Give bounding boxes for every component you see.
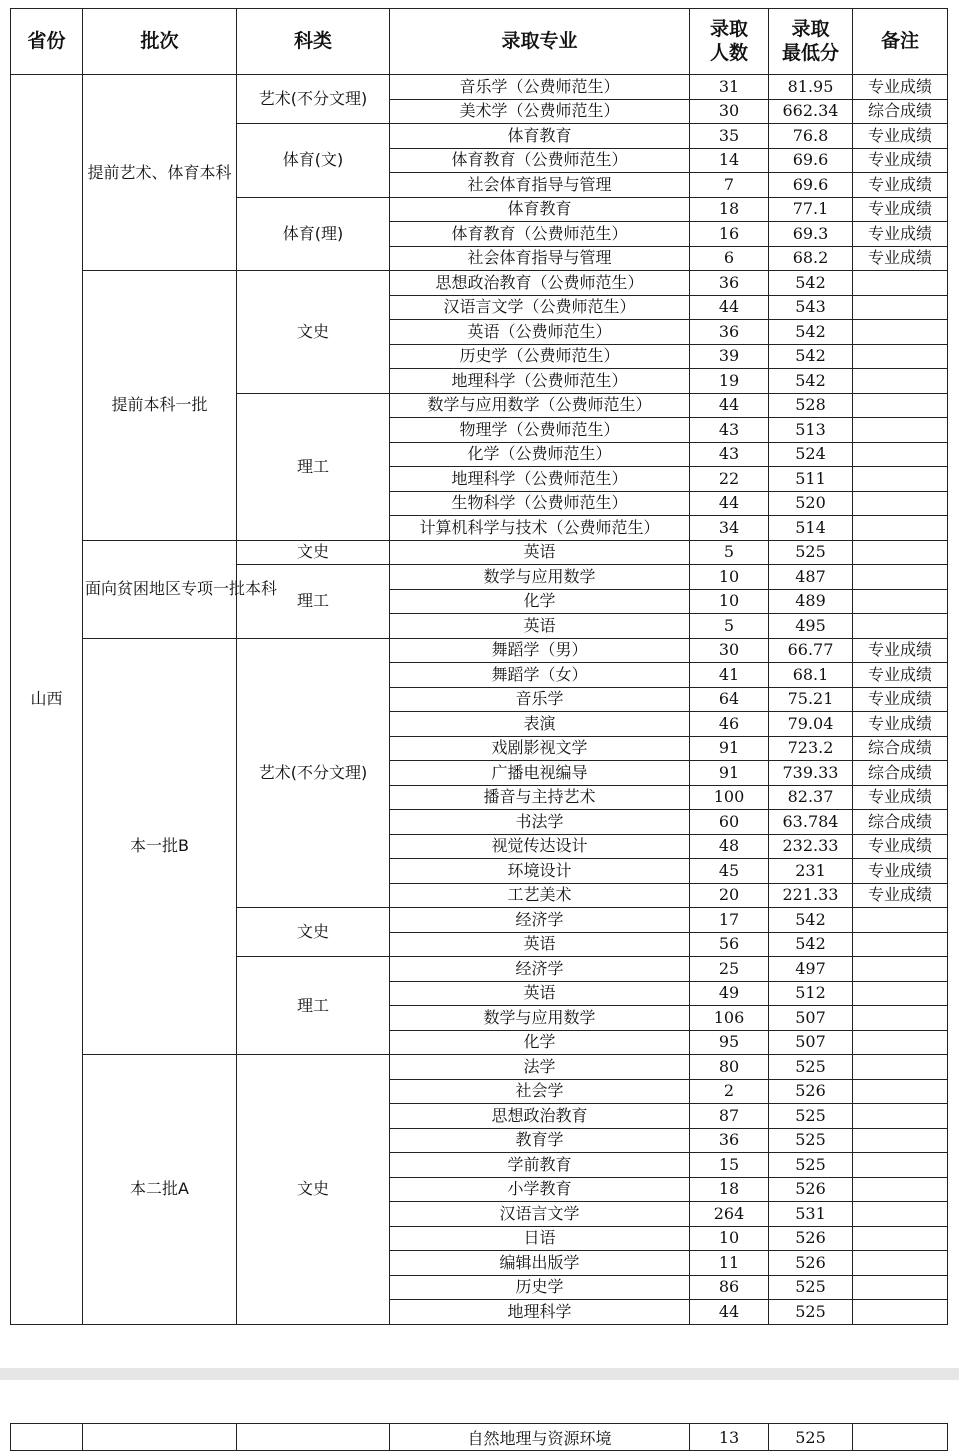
score-cell: 79.04 [769, 712, 853, 737]
major-cell: 化学 [390, 589, 690, 614]
major-cell: 经济学 [390, 908, 690, 933]
admission-table-continued [10, 1423, 948, 1451]
header-min-score: 录取 最低分 [769, 9, 853, 75]
note-cell: 专业成绩 [853, 246, 948, 271]
count-cell: 264 [690, 1202, 769, 1227]
count-cell: 44 [690, 295, 769, 320]
count-cell: 36 [690, 320, 769, 345]
score-cell: 525 [769, 1104, 853, 1129]
note-cell [853, 1079, 948, 1104]
count-cell: 30 [690, 99, 769, 124]
count-cell: 48 [690, 834, 769, 859]
count-cell: 5 [690, 614, 769, 639]
score-cell: 507 [769, 1030, 853, 1055]
category-cell: 理工 [237, 565, 390, 639]
note-cell [853, 1275, 948, 1300]
province-cell [11, 1424, 83, 1451]
count-cell: 43 [690, 418, 769, 443]
count-cell: 80 [690, 1055, 769, 1080]
major-cell: 教育学 [390, 1128, 690, 1153]
category-cell: 体育(文) [237, 124, 390, 198]
count-cell: 34 [690, 516, 769, 541]
page-separator [0, 1368, 959, 1380]
note-cell [853, 1300, 948, 1325]
note-cell [853, 418, 948, 443]
note-cell [853, 516, 948, 541]
score-cell: 232.33 [769, 834, 853, 859]
score-cell: 69.3 [769, 222, 853, 247]
score-cell: 66.77 [769, 638, 853, 663]
note-cell [853, 589, 948, 614]
note-cell [853, 1104, 948, 1129]
score-cell: 531 [769, 1202, 853, 1227]
count-cell: 86 [690, 1275, 769, 1300]
count-cell: 5 [690, 540, 769, 565]
count-cell: 60 [690, 810, 769, 835]
major-cell: 英语（公费师范生） [390, 320, 690, 345]
count-cell: 91 [690, 736, 769, 761]
batch-cell: 本一批B [83, 638, 237, 1055]
category-cell: 文史 [237, 271, 390, 394]
note-cell: 综合成绩 [853, 99, 948, 124]
major-cell: 社会体育指导与管理 [390, 246, 690, 271]
score-cell: 69.6 [769, 173, 853, 198]
note-cell: 专业成绩 [853, 687, 948, 712]
count-cell: 106 [690, 1006, 769, 1031]
score-cell: 81.95 [769, 75, 853, 100]
count-cell: 10 [690, 565, 769, 590]
category-cell: 理工 [237, 393, 390, 540]
header-count: 录取 人数 [690, 9, 769, 75]
score-cell: 511 [769, 467, 853, 492]
count-cell: 15 [690, 1153, 769, 1178]
score-cell: 513 [769, 418, 853, 443]
major-cell: 汉语言文学（公费师范生） [390, 295, 690, 320]
note-cell [853, 981, 948, 1006]
note-cell: 专业成绩 [853, 222, 948, 247]
score-cell: 82.37 [769, 785, 853, 810]
table-row [11, 1055, 948, 1080]
count-cell: 10 [690, 589, 769, 614]
score-cell: 231 [769, 859, 853, 884]
score-cell: 63.784 [769, 810, 853, 835]
note-cell [853, 369, 948, 394]
major-cell: 汉语言文学 [390, 1202, 690, 1227]
note-cell: 专业成绩 [853, 785, 948, 810]
count-cell: 7 [690, 173, 769, 198]
score-cell: 525 [769, 1153, 853, 1178]
score-cell: 542 [769, 908, 853, 933]
score-cell: 739.33 [769, 761, 853, 786]
note-cell [853, 295, 948, 320]
note-cell [853, 1177, 948, 1202]
batch-cell: 提前本科一批 [83, 271, 237, 541]
count-cell: 2 [690, 1079, 769, 1104]
header-category: 科类 [237, 9, 390, 75]
count-cell: 41 [690, 663, 769, 688]
count-cell: 43 [690, 442, 769, 467]
count-cell: 44 [690, 393, 769, 418]
major-cell: 历史学（公费师范生） [390, 344, 690, 369]
note-cell [853, 565, 948, 590]
batch-cell: 面向贫困地区专项一批本科 [83, 540, 237, 638]
major-cell: 经济学 [390, 957, 690, 982]
major-cell: 思想政治教育 [390, 1104, 690, 1129]
count-cell: 19 [690, 369, 769, 394]
batch-cell: 提前艺术、体育本科 [83, 75, 237, 271]
count-cell: 44 [690, 1300, 769, 1325]
count-cell: 6 [690, 246, 769, 271]
major-cell: 法学 [390, 1055, 690, 1080]
header-batch: 批次 [83, 9, 237, 75]
header-note: 备注 [853, 9, 948, 75]
score-cell: 525 [769, 1300, 853, 1325]
major-cell: 生物科学（公费师范生） [390, 491, 690, 516]
note-cell [853, 1006, 948, 1031]
score-cell: 542 [769, 369, 853, 394]
note-cell: 专业成绩 [853, 834, 948, 859]
major-cell: 英语 [390, 614, 690, 639]
note-cell [853, 1251, 948, 1276]
count-cell: 95 [690, 1030, 769, 1055]
note-cell: 专业成绩 [853, 663, 948, 688]
note-cell [853, 320, 948, 345]
major-cell: 英语 [390, 932, 690, 957]
count-cell: 100 [690, 785, 769, 810]
major-cell: 社会学 [390, 1079, 690, 1104]
note-cell: 专业成绩 [853, 859, 948, 884]
table-row [11, 271, 948, 296]
score-cell: 528 [769, 393, 853, 418]
count-cell: 39 [690, 344, 769, 369]
major-cell: 计算机科学与技术（公费师范生） [390, 516, 690, 541]
category-cell: 文史 [237, 1055, 390, 1325]
score-cell: 77.1 [769, 197, 853, 222]
score-cell: 75.21 [769, 687, 853, 712]
category-cell: 艺术(不分文理) [237, 638, 390, 908]
score-cell: 526 [769, 1251, 853, 1276]
major-cell: 思想政治教育（公费师范生） [390, 271, 690, 296]
note-cell: 专业成绩 [853, 638, 948, 663]
score-cell: 525 [769, 540, 853, 565]
header-row [11, 9, 948, 75]
batch-cell: 本二批A [83, 1055, 237, 1325]
note-cell [853, 1424, 948, 1451]
major-cell: 数学与应用数学（公费师范生） [390, 393, 690, 418]
score-cell: 526 [769, 1079, 853, 1104]
table-row [11, 540, 948, 565]
score-cell: 514 [769, 516, 853, 541]
count-cell: 46 [690, 712, 769, 737]
header-major: 录取专业 [390, 9, 690, 75]
count-cell: 22 [690, 467, 769, 492]
count-cell: 16 [690, 222, 769, 247]
major-cell: 自然地理与资源环境 [390, 1424, 690, 1451]
table-body [11, 75, 948, 1325]
count-cell: 91 [690, 761, 769, 786]
major-cell: 化学（公费师范生） [390, 442, 690, 467]
note-cell [853, 957, 948, 982]
note-cell: 综合成绩 [853, 761, 948, 786]
score-cell: 525 [769, 1424, 853, 1451]
score-cell: 495 [769, 614, 853, 639]
note-cell: 专业成绩 [853, 173, 948, 198]
count-cell: 36 [690, 1128, 769, 1153]
note-cell: 专业成绩 [853, 197, 948, 222]
major-cell: 环境设计 [390, 859, 690, 884]
score-cell: 221.33 [769, 883, 853, 908]
major-cell: 广播电视编导 [390, 761, 690, 786]
note-cell: 专业成绩 [853, 75, 948, 100]
category-cell: 艺术(不分文理) [237, 75, 390, 124]
note-cell: 专业成绩 [853, 883, 948, 908]
score-cell: 69.6 [769, 148, 853, 173]
major-cell: 舞蹈学（男） [390, 638, 690, 663]
count-cell: 18 [690, 197, 769, 222]
major-cell: 舞蹈学（女） [390, 663, 690, 688]
note-cell: 专业成绩 [853, 148, 948, 173]
score-cell: 542 [769, 932, 853, 957]
score-cell: 542 [769, 344, 853, 369]
score-cell: 524 [769, 442, 853, 467]
note-cell [853, 932, 948, 957]
count-cell: 87 [690, 1104, 769, 1129]
count-cell: 35 [690, 124, 769, 149]
note-cell [853, 1153, 948, 1178]
major-cell: 历史学 [390, 1275, 690, 1300]
major-cell: 播音与主持艺术 [390, 785, 690, 810]
count-cell: 14 [690, 148, 769, 173]
note-cell: 专业成绩 [853, 124, 948, 149]
note-cell: 综合成绩 [853, 736, 948, 761]
major-cell: 美术学（公费师范生） [390, 99, 690, 124]
major-cell: 数学与应用数学 [390, 1006, 690, 1031]
major-cell: 编辑出版学 [390, 1251, 690, 1276]
major-cell: 音乐学（公费师范生） [390, 75, 690, 100]
table-row [11, 638, 948, 663]
category-cell: 理工 [237, 957, 390, 1055]
table-row [11, 75, 948, 100]
count-cell: 56 [690, 932, 769, 957]
count-cell: 31 [690, 75, 769, 100]
score-cell: 497 [769, 957, 853, 982]
note-cell [853, 467, 948, 492]
score-cell: 525 [769, 1055, 853, 1080]
major-cell: 体育教育（公费师范生） [390, 222, 690, 247]
score-cell: 489 [769, 589, 853, 614]
count-cell: 20 [690, 883, 769, 908]
major-cell: 体育教育 [390, 124, 690, 149]
note-cell [853, 271, 948, 296]
note-cell [853, 1055, 948, 1080]
score-cell: 542 [769, 271, 853, 296]
score-cell: 520 [769, 491, 853, 516]
category-cell: 体育(理) [237, 197, 390, 271]
major-cell: 地理科学 [390, 1300, 690, 1325]
major-cell: 表演 [390, 712, 690, 737]
count-cell: 17 [690, 908, 769, 933]
note-cell [853, 908, 948, 933]
note-cell [853, 1128, 948, 1153]
note-cell [853, 614, 948, 639]
major-cell: 化学 [390, 1030, 690, 1055]
major-cell: 戏剧影视文学 [390, 736, 690, 761]
admission-table [10, 8, 948, 1325]
score-cell: 507 [769, 1006, 853, 1031]
major-cell: 工艺美术 [390, 883, 690, 908]
count-cell: 11 [690, 1251, 769, 1276]
major-cell: 体育教育 [390, 197, 690, 222]
note-cell [853, 1030, 948, 1055]
category-cell: 文史 [237, 908, 390, 957]
major-cell: 数学与应用数学 [390, 565, 690, 590]
score-cell: 525 [769, 1275, 853, 1300]
note-cell [853, 393, 948, 418]
count-cell: 18 [690, 1177, 769, 1202]
major-cell: 物理学（公费师范生） [390, 418, 690, 443]
note-cell [853, 1226, 948, 1251]
count-cell: 13 [690, 1424, 769, 1451]
score-cell: 76.8 [769, 124, 853, 149]
count-cell: 45 [690, 859, 769, 884]
count-cell: 30 [690, 638, 769, 663]
score-cell: 723.2 [769, 736, 853, 761]
batch-cell [83, 1424, 237, 1451]
note-cell [853, 491, 948, 516]
score-cell: 512 [769, 981, 853, 1006]
note-cell [853, 344, 948, 369]
note-cell [853, 540, 948, 565]
score-cell: 543 [769, 295, 853, 320]
major-cell: 日语 [390, 1226, 690, 1251]
table-row [11, 1424, 948, 1451]
category-cell [237, 1424, 390, 1451]
count-cell: 64 [690, 687, 769, 712]
score-cell: 68.1 [769, 663, 853, 688]
major-cell: 地理科学（公费师范生） [390, 467, 690, 492]
header-province: 省份 [11, 9, 83, 75]
major-cell: 体育教育（公费师范生） [390, 148, 690, 173]
score-cell: 526 [769, 1177, 853, 1202]
score-cell: 662.34 [769, 99, 853, 124]
major-cell: 英语 [390, 540, 690, 565]
score-cell: 542 [769, 320, 853, 345]
score-cell: 68.2 [769, 246, 853, 271]
major-cell: 视觉传达设计 [390, 834, 690, 859]
count-cell: 25 [690, 957, 769, 982]
score-cell: 526 [769, 1226, 853, 1251]
major-cell: 小学教育 [390, 1177, 690, 1202]
score-cell: 487 [769, 565, 853, 590]
count-cell: 44 [690, 491, 769, 516]
count-cell: 10 [690, 1226, 769, 1251]
major-cell: 英语 [390, 981, 690, 1006]
category-cell: 文史 [237, 540, 390, 565]
count-cell: 36 [690, 271, 769, 296]
note-cell [853, 442, 948, 467]
major-cell: 地理科学（公费师范生） [390, 369, 690, 394]
note-cell [853, 1202, 948, 1227]
major-cell: 书法学 [390, 810, 690, 835]
major-cell: 学前教育 [390, 1153, 690, 1178]
province-cell: 山西 [11, 75, 83, 1325]
note-cell: 专业成绩 [853, 712, 948, 737]
count-cell: 49 [690, 981, 769, 1006]
major-cell: 音乐学 [390, 687, 690, 712]
note-cell: 综合成绩 [853, 810, 948, 835]
major-cell: 社会体育指导与管理 [390, 173, 690, 198]
score-cell: 525 [769, 1128, 853, 1153]
